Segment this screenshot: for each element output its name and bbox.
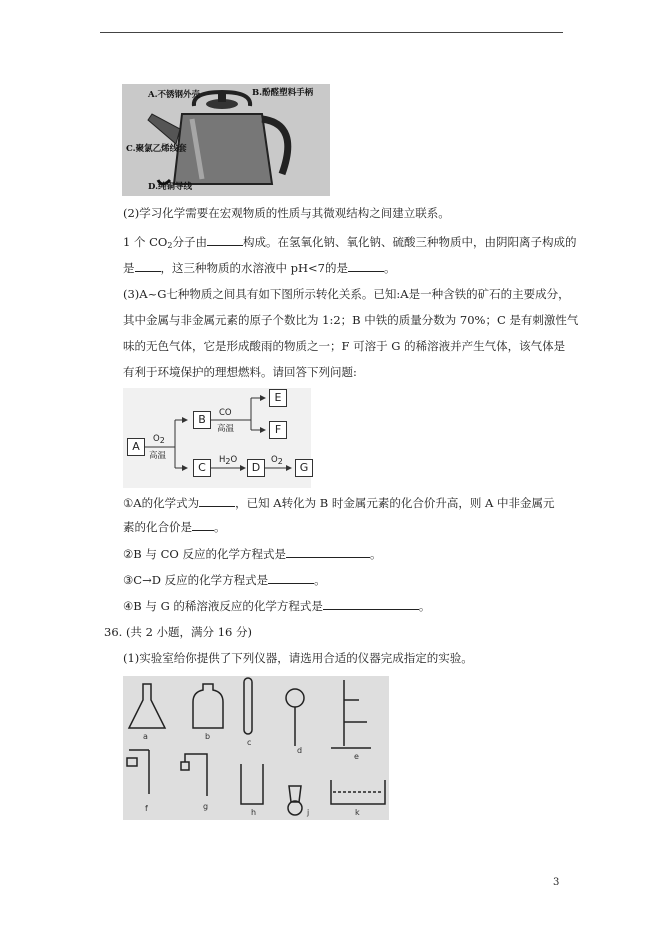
q2-blank-1[interactable] xyxy=(207,233,243,246)
flow-cond-o2-b xyxy=(271,455,283,466)
q2-line1 xyxy=(123,233,576,254)
subq-1-line1 xyxy=(123,494,554,511)
q2-intro: (2)学习化学需要在宏观物质的性质与其微观结构之间建立联系。 xyxy=(123,206,450,220)
subq-4-blank[interactable] xyxy=(323,597,419,610)
conversion-diagram xyxy=(123,388,311,488)
q3-line1: (3)A~G七种物质之间具有如下图所示转化关系。已知:A是一种含铁的矿石的主要成分， xyxy=(123,287,570,301)
q36-header: 36. (共 2 小题，满分 16 分) xyxy=(104,625,252,639)
flow-h2o-b: O xyxy=(230,455,238,465)
q2-blank-2[interactable] xyxy=(135,259,161,272)
subq-1-c: 素的化合价是 xyxy=(123,520,192,534)
apparatus-label-c: c xyxy=(247,738,252,747)
flow-cond-h2o xyxy=(219,455,237,466)
apparatus-label-e: e xyxy=(354,752,359,761)
kettle-photo xyxy=(122,84,330,196)
subq-3-a: ③C→D 反应的化学方程式是 xyxy=(123,573,269,587)
subq-3-blank[interactable] xyxy=(268,571,314,584)
flow-o2-text: O xyxy=(153,434,160,444)
q2-l2-c: 。 xyxy=(384,261,396,275)
apparatus-label-j: j xyxy=(307,808,310,817)
subq-2-a: ②B 与 CO 反应的化学方程式是 xyxy=(123,547,286,561)
flow-o2b-text: O xyxy=(271,455,278,465)
subq-2 xyxy=(123,545,381,562)
subq-4-b: 。 xyxy=(418,599,431,613)
subq-2-b: 。 xyxy=(369,547,382,561)
q2-l2-a: 是 xyxy=(123,261,135,275)
subq-1-d: 。 xyxy=(214,520,226,534)
apparatus-label-a: a xyxy=(143,732,148,741)
subq-1-line2 xyxy=(123,518,226,535)
flow-h2o-sub: 2 xyxy=(225,457,231,466)
subq-1-b: ，已知 A转化为 B 时金属元素的化合价升高，则 A 中非金属元 xyxy=(235,496,555,510)
flow-box-d: D xyxy=(247,459,265,477)
q36-intro: (1)实验室给你提供了下列仪器，请选用合适的仪器完成指定的实验。 xyxy=(123,651,473,665)
flow-box-a: A xyxy=(127,438,145,456)
flow-box-f: F xyxy=(269,421,287,439)
apparatus-drawings xyxy=(123,676,389,820)
subq-4 xyxy=(123,597,430,614)
flow-h2o-a: H xyxy=(219,455,226,465)
flow-cond-co: CO xyxy=(219,408,232,418)
apparatus-label-d: d xyxy=(297,746,303,755)
subq-1-a: ①A的化学式为 xyxy=(123,496,200,510)
q2-l2-b: ，这三种物质的水溶液中 pH<7的是 xyxy=(160,261,348,275)
q3-line2: 其中金属与非金属元素的原子个数比为 1:2；B 中铁的质量分数为 70%；C 是有刺激性气 xyxy=(123,313,579,327)
q2-line2 xyxy=(123,259,396,276)
subq-1-blank-1[interactable] xyxy=(199,494,235,507)
subq-3 xyxy=(123,571,326,588)
page-number: 3 xyxy=(553,877,560,888)
q2-blank-3[interactable] xyxy=(348,259,384,272)
kettle-label-d: D.纯铜导线 xyxy=(148,182,193,192)
flow-cond-o2 xyxy=(153,434,165,445)
flow-cond-gaowen-1: 高温 xyxy=(149,451,167,461)
apparatus-label-b: b xyxy=(205,732,211,741)
flow-box-g: G xyxy=(295,459,313,477)
apparatus-label-f: f xyxy=(145,804,148,813)
q3-line3: 味的无色气体，它是形成酸雨的物质之一；F 可溶于 G 的稀溶液并产生气体，该气体是 xyxy=(123,339,566,353)
flow-box-e: E xyxy=(269,389,287,407)
q2-l1-sub: 2 xyxy=(167,241,173,250)
subq-1-blank-2[interactable] xyxy=(192,518,214,531)
header-rule xyxy=(100,32,563,33)
kettle-label-a: A.不锈钢外壳 xyxy=(148,90,201,100)
kettle-label-c: C.聚氯乙烯线套 xyxy=(126,144,187,154)
q2-l1-c: 构成。在氢氧化钠、氧化钠、硫酸三种物质中，由阴阳离子构成的 xyxy=(242,235,577,249)
flow-box-c: C xyxy=(193,459,211,477)
subq-2-blank[interactable] xyxy=(286,545,370,558)
q2-l1-a: 1 个 CO xyxy=(123,235,168,249)
apparatus-image xyxy=(123,676,389,820)
flow-cond-gaowen-2: 高温 xyxy=(217,424,235,434)
kettle-label-b: B.酚醛塑料手柄 xyxy=(252,88,314,98)
flow-o2b-sub: 2 xyxy=(277,457,283,466)
subq-3-b: 。 xyxy=(314,573,326,587)
apparatus-label-h: h xyxy=(251,808,257,817)
subq-4-a: ④B 与 G 的稀溶液反应的化学方程式是 xyxy=(123,599,323,613)
q3-line4: 有利于环境保护的理想燃料。请回答下列问题: xyxy=(123,365,357,379)
apparatus-label-g: g xyxy=(203,802,209,811)
flow-o2-sub: 2 xyxy=(159,436,165,445)
apparatus-label-k: k xyxy=(355,808,360,817)
flow-box-b: B xyxy=(193,411,211,429)
q2-l1-b: 分子由 xyxy=(172,235,207,249)
